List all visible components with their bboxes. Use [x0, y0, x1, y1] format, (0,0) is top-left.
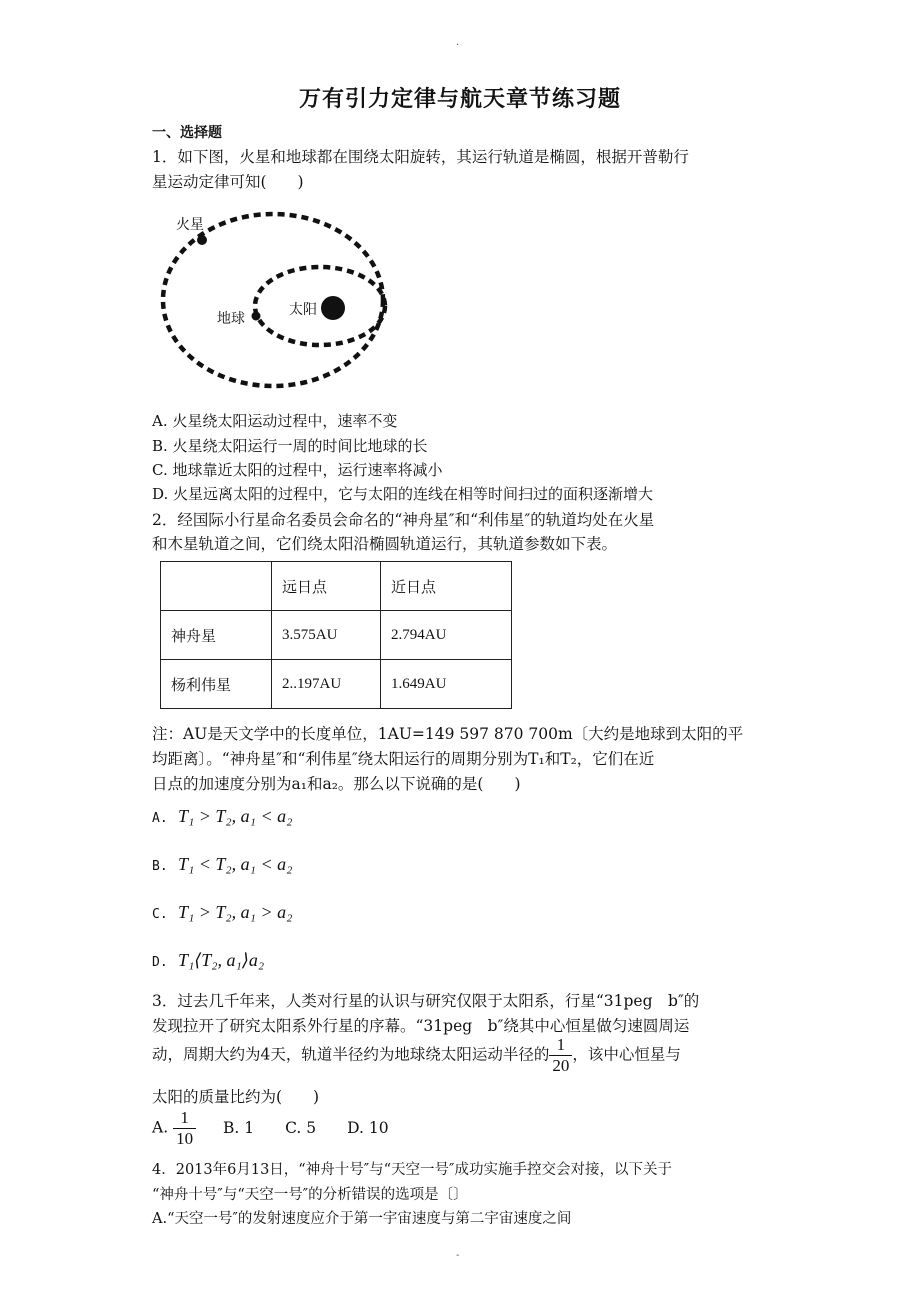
q2-note-2: 均距离〕。“神舟星″和“利伟星″绕太阳运行的周期分别为T₁和T₂，它们在近: [152, 750, 655, 768]
q3-option-a-fraction: [173, 1108, 196, 1149]
sun: [321, 296, 345, 320]
q2-option-a: [152, 806, 292, 827]
q2-option-d: [152, 950, 264, 971]
q2-line-1: 2．经国际小行星命名委员会命名的“神舟星″和“利伟星″的轨道均处在火星: [152, 511, 655, 529]
q4-line-2: “神舟十号″与“天空一号″的分析错误的选项是〔〕: [152, 1187, 468, 1203]
q2-note-3: 日点的加速度分别为a₁和a₂。那么以下说确的是( ): [152, 775, 521, 793]
q1-option-a: A. 火星绕太阳运动过程中，速率不变: [152, 412, 398, 430]
option-label: D.: [152, 955, 168, 970]
orbit-diagram: [160, 204, 400, 404]
page-title: 万有引力定律与航天章节练习题: [298, 87, 621, 112]
q4-line-1: 4．2013年6月13日，“神舟十号″与“天空一号″成功实施手控交会对接，以下关于: [152, 1162, 672, 1178]
option-label: C.: [152, 907, 168, 922]
q3-line-3b: ，该中心恒星与: [572, 1045, 681, 1064]
q3-line-2: 发现拉开了研究太阳系外行星的序幕。“31peg b″绕其中心恒星做匀速圆周运: [152, 1017, 690, 1035]
table-cell: 杨利伟星: [161, 660, 272, 709]
earth-planet: [252, 312, 261, 321]
q2-option-b: [152, 854, 292, 875]
table-cell: 2..197AU: [272, 660, 381, 709]
q3-line-3: [152, 1035, 681, 1076]
table-cell: 1.649AU: [381, 660, 512, 709]
mars-orbit: [163, 214, 383, 386]
table-cell: 2.794AU: [381, 611, 512, 660]
sun-label: 太阳: [289, 302, 317, 318]
option-expr: T₁⟨T₂, a₁⟩a₂: [178, 950, 265, 970]
q3-options-rest: B. 1 C. 5 D. 10: [223, 1118, 389, 1137]
q1-option-d: D. 火星远离太阳的过程中，它与太阳的连线在相等时间扫过的面积逐渐增大: [152, 485, 654, 503]
q1-line-2: 星运动定律可知( ): [152, 173, 304, 191]
table-header-cell: 近日点: [381, 562, 512, 611]
option-expr: T₁ > T₂, a₁ < a₂: [178, 806, 293, 826]
option-label: B.: [152, 859, 168, 874]
fraction-numerator: 1: [173, 1108, 196, 1129]
footer-mark: -: [456, 1250, 460, 1261]
earth-orbit: [255, 267, 385, 345]
header-mark: ·: [456, 40, 460, 51]
q3-option-a-label: A.: [152, 1118, 169, 1137]
q3-line-3a: 动，周期大约为4天，轨道半径约为地球绕太阳运动半径的: [152, 1045, 550, 1064]
q2-line-2: 和木星轨道之间，它们绕太阳沿椭圆轨道运行，其轨道参数如下表。: [152, 535, 618, 553]
fraction-numerator: 1: [549, 1035, 572, 1056]
q3-line-1: 3．过去几千年来，人类对行星的认识与研究仅限于太阳系，行星“31peg b″的: [152, 992, 700, 1010]
mars-label: 火星: [176, 217, 204, 233]
table-cell: 神舟星: [161, 611, 272, 660]
mars-planet: [197, 235, 207, 245]
q1-option-b: B. 火星绕太阳运行一周的时间比地球的长: [152, 437, 428, 455]
q4-option-a: A.“天空一号″的发射速度应介于第一宇宙速度与第二宇宙速度之间: [152, 1211, 572, 1227]
fraction-denominator: 10: [176, 1129, 194, 1148]
table-header-cell: 远日点: [272, 562, 381, 611]
earth-label: 地球: [217, 311, 245, 327]
table-header-row: [161, 562, 512, 611]
table-cell: 3.575AU: [272, 611, 381, 660]
q2-note-1: 注：AU是天文学中的长度单位，1AU=149 597 870 700m〔大约是地球到太阳的平: [152, 725, 744, 743]
option-expr: T₁ < T₂, a₁ < a₂: [178, 854, 293, 874]
q1-option-c: C. 地球靠近太阳的过程中，运行速率将减小: [152, 461, 443, 479]
table-header-cell: [161, 562, 272, 611]
orbit-table: [160, 561, 512, 709]
option-expr: T₁ > T₂, a₁ > a₂: [178, 902, 293, 922]
table-row: [161, 660, 512, 709]
table-row: [161, 611, 512, 660]
section-heading: 一、选择题: [152, 125, 222, 141]
q1-line-1: 1．如下图，火星和地球都在围绕太阳旋转，其运行轨道是椭圆，根据开普勒行: [152, 148, 689, 166]
q3-options: [152, 1108, 389, 1149]
q3-line-4: 太阳的质量比约为( ): [152, 1088, 320, 1106]
q2-option-c: [152, 902, 292, 923]
fraction-denominator: 20: [552, 1056, 570, 1075]
fraction: [549, 1035, 572, 1076]
option-label: A.: [152, 811, 168, 826]
